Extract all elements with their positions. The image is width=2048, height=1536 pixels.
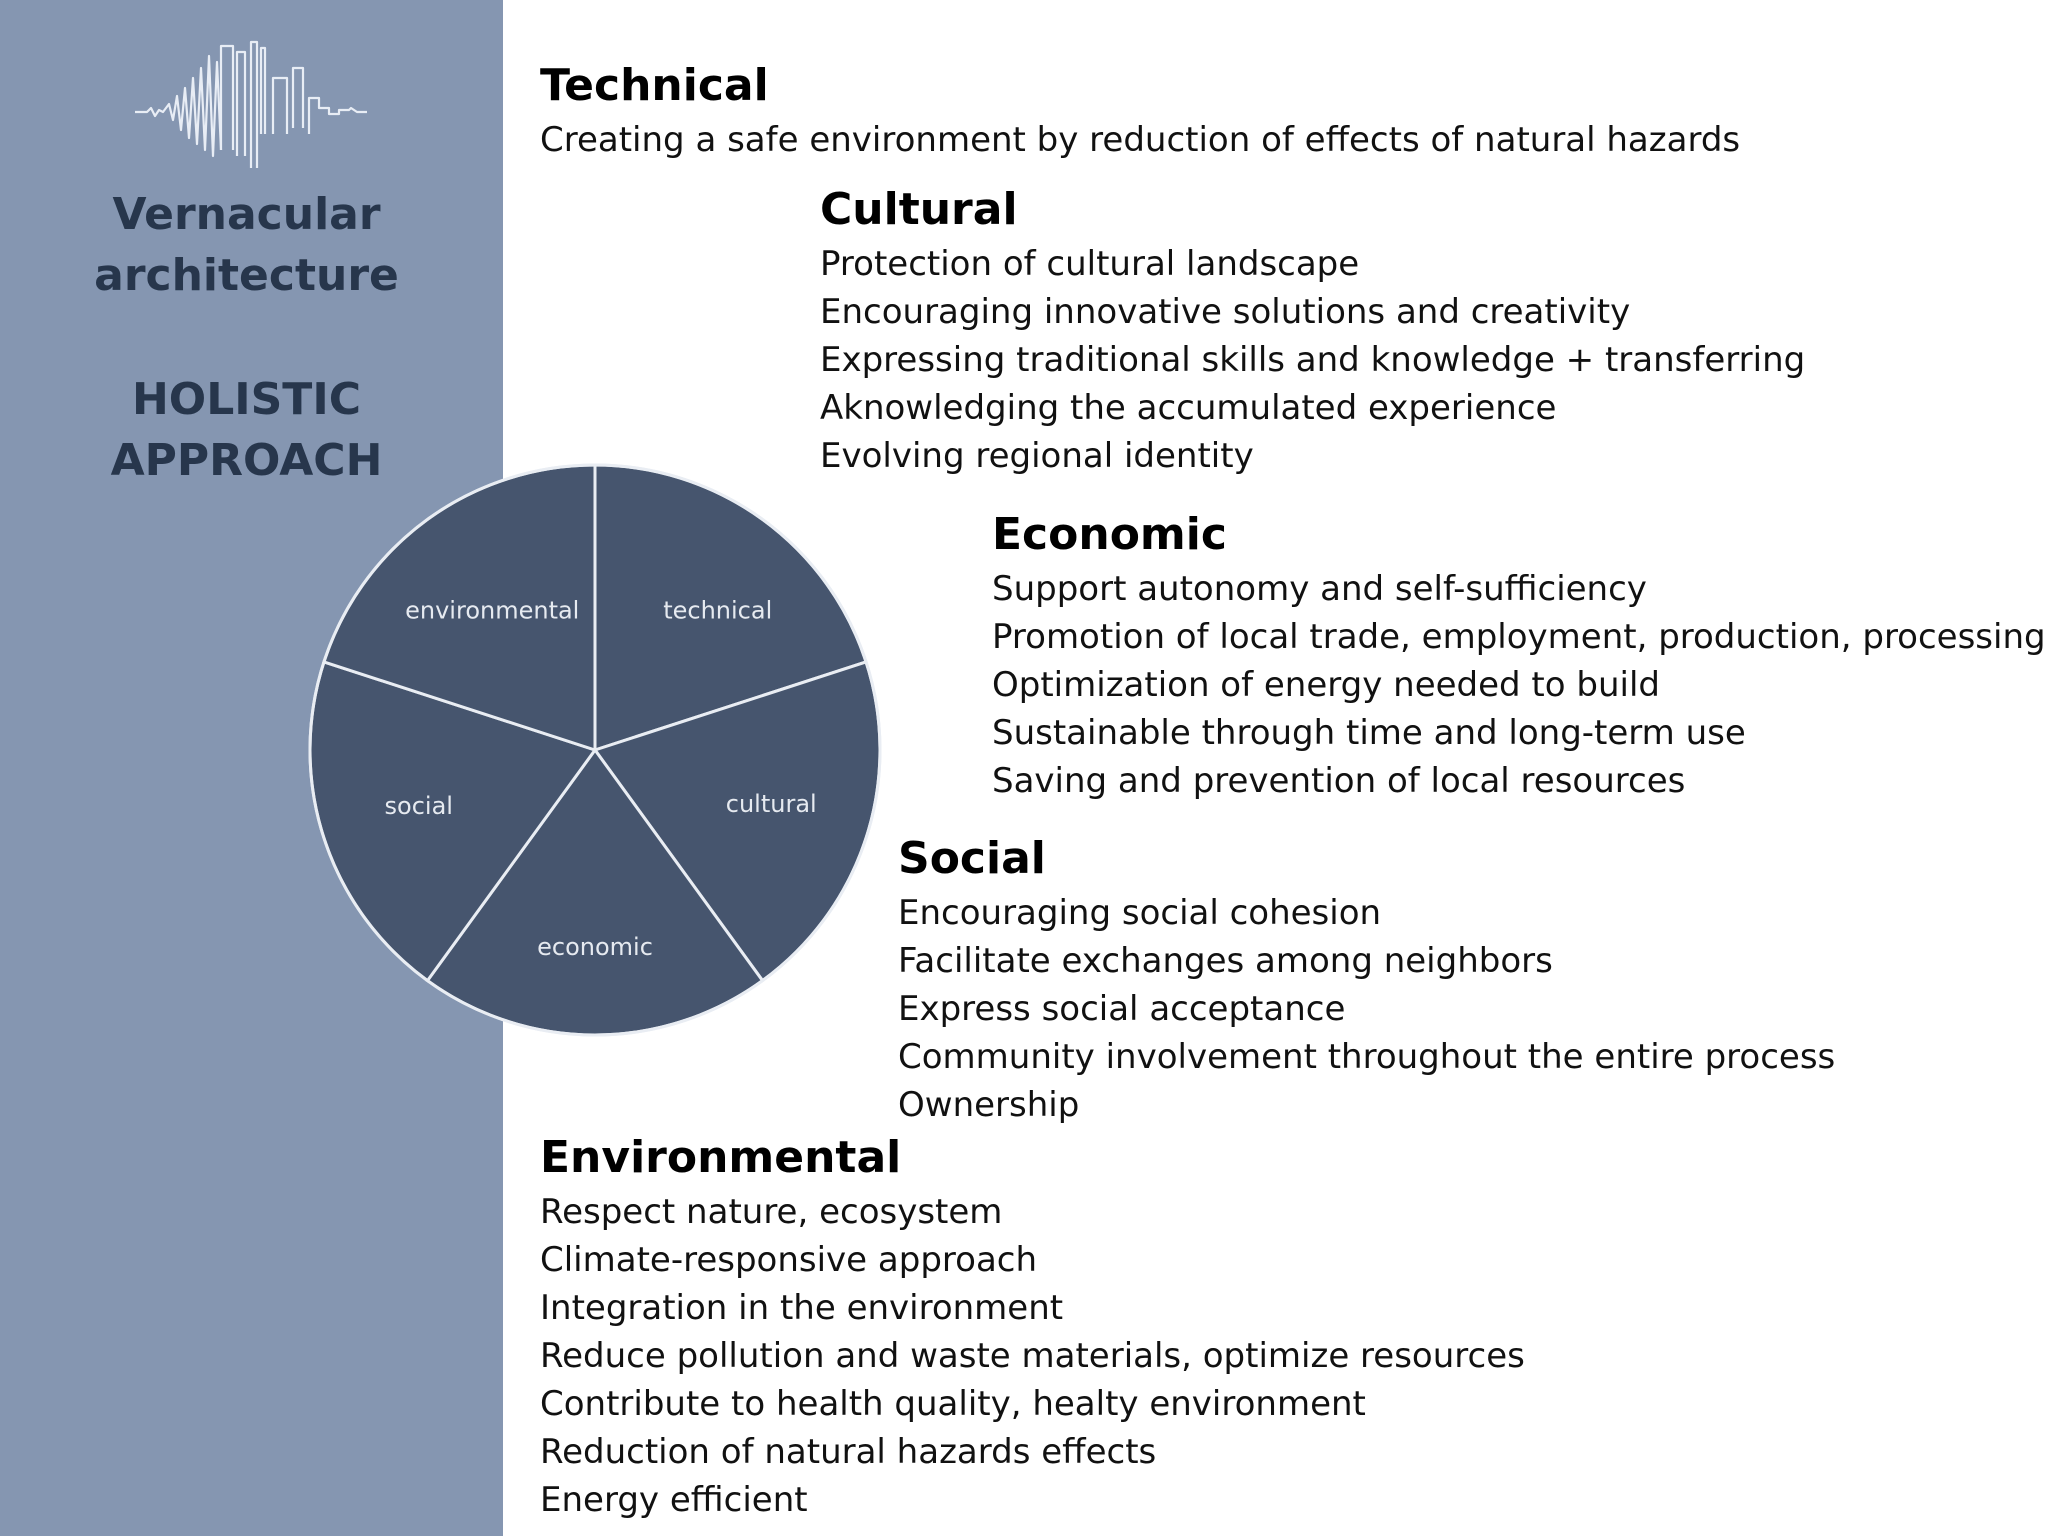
seismograph-skyline-icon: [133, 38, 368, 186]
section-list: [898, 889, 1835, 1129]
wheel-label-environmental: environmental: [405, 596, 580, 625]
wheel-label-cultural: cultural: [725, 790, 817, 819]
sidebar-title-line-1: Vernacular: [112, 189, 381, 240]
section-heading: Environmental: [540, 1132, 902, 1183]
wheel-label-social: social: [384, 792, 453, 821]
section-list: [540, 116, 1740, 164]
section-technical: [540, 60, 1740, 164]
section-heading: Economic: [992, 509, 1227, 560]
section-environmental: [540, 1132, 1525, 1524]
list-item: Sustainable through time and long-term use: [992, 713, 1746, 753]
list-item: Energy efficient: [540, 1480, 808, 1520]
list-item: Encouraging social cohesion: [898, 893, 1382, 933]
list-item: Expressing traditional skills and knowledge + transferring: [820, 340, 1806, 380]
section-list: [820, 240, 1805, 480]
list-item: Creating a safe environment by reduction of effects of natural hazards: [540, 120, 1741, 160]
list-item: Reduce pollution and waste materials, optimize resources: [540, 1336, 1525, 1376]
list-item: Optimization of energy needed to build: [992, 665, 1660, 705]
sidebar-subtitle-line-1: HOLISTIC: [131, 374, 361, 425]
section-social: [898, 833, 1835, 1129]
section-heading: Social: [898, 833, 1046, 884]
list-item: Express social acceptance: [898, 989, 1346, 1029]
list-item: Encouraging innovative solutions and creativity: [820, 292, 1631, 332]
list-item: Community involvement throughout the entire process: [898, 1037, 1836, 1077]
sidebar-title: [0, 184, 493, 306]
section-list: [540, 1188, 1525, 1524]
holistic-wheel: [305, 460, 885, 1040]
list-item: Saving and prevention of local resources: [992, 761, 1686, 801]
list-item: Climate-responsive approach: [540, 1240, 1038, 1280]
section-cultural: [820, 184, 1805, 480]
list-item: Evolving regional identity: [820, 436, 1254, 476]
wheel-label-technical: technical: [663, 596, 773, 625]
list-item: Integration in the environment: [540, 1288, 1064, 1328]
list-item: Aknowledging the accumulated experience: [820, 388, 1557, 428]
list-item: Facilitate exchanges among neighbors: [898, 941, 1553, 981]
list-item: Protection of cultural landscape: [820, 244, 1360, 284]
list-item: Contribute to health quality, healty environment: [540, 1384, 1366, 1424]
section-heading: Technical: [540, 60, 769, 111]
list-item: Support autonomy and self-sufficiency: [992, 569, 1647, 609]
list-item: Reduction of natural hazards effects: [540, 1432, 1157, 1472]
sidebar-title-line-2: architecture: [94, 250, 399, 301]
list-item: Respect nature, ecosystem: [540, 1192, 1003, 1232]
wheel-label-economic: economic: [537, 932, 653, 961]
list-item: Promotion of local trade, employment, production, processing: [992, 617, 2046, 657]
section-economic: [992, 509, 2046, 805]
section-heading: Cultural: [820, 184, 1018, 235]
list-item: Ownership: [898, 1085, 1080, 1125]
section-list: [992, 565, 2046, 805]
sidebar-subtitle-line-2: APPROACH: [110, 435, 383, 486]
